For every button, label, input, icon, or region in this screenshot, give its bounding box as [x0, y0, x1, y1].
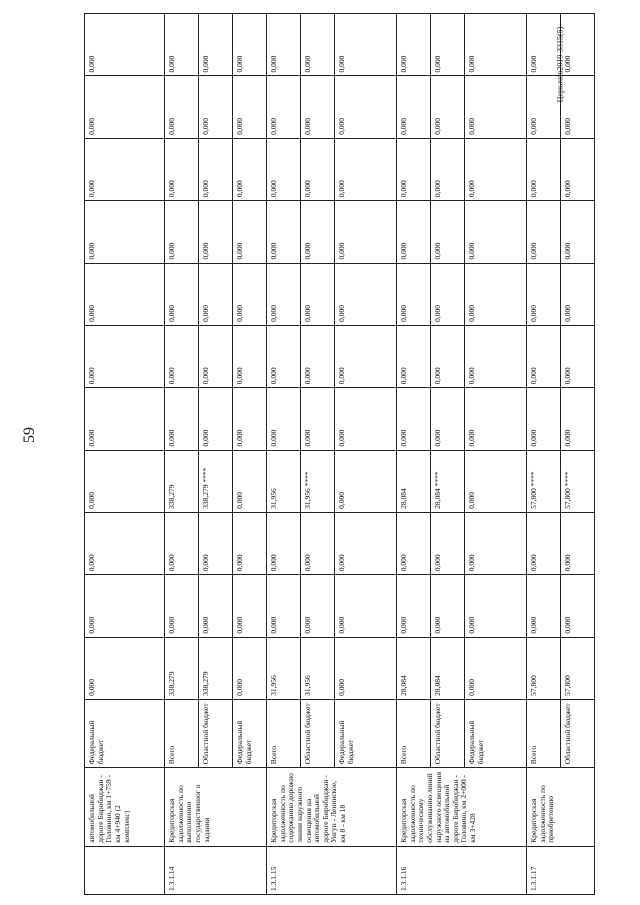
value-cell: 0,000 — [85, 138, 165, 200]
value-cell: 28,084 — [397, 450, 431, 512]
value-cell: 0,000 — [397, 325, 431, 387]
value-cell: 0,000 — [397, 263, 431, 325]
value-cell: 0,000 — [561, 76, 595, 138]
value-cell: 0,000 — [561, 512, 595, 574]
value-cell: 0,000 — [233, 76, 267, 138]
value-cell: 0,000 — [165, 201, 199, 263]
value-cell: 0,000 — [431, 201, 465, 263]
value-cell: 28,084 **** — [431, 450, 465, 512]
value-cell: 0,000 — [431, 325, 465, 387]
value-cell: 0,000 — [85, 575, 165, 637]
value-cell: 31,956 — [301, 637, 335, 699]
value-cell: 0,000 — [465, 325, 527, 387]
value-cell: 0,000 — [301, 14, 335, 76]
value-cell: 0,000 — [301, 263, 335, 325]
row-code-cell: 1.3.1.17 — [527, 846, 595, 894]
funding-source-cell: Областной бюджет — [561, 699, 595, 767]
funding-source-cell: Федеральный бюджет — [85, 699, 165, 767]
value-cell: 0,000 — [561, 325, 595, 387]
table-row — [397, 14, 431, 895]
funding-source-cell: Федеральный бюджет — [233, 699, 267, 767]
value-cell: 0,000 — [527, 263, 561, 325]
funding-source-cell: Всего — [165, 699, 199, 767]
value-cell: 0,000 — [527, 325, 561, 387]
table-row — [233, 14, 267, 895]
value-cell: 0,000 — [335, 138, 397, 200]
row-code-cell: 1.3.1.14 — [165, 846, 267, 894]
value-cell: 0,000 — [431, 76, 465, 138]
value-cell: 0,000 — [397, 512, 431, 574]
value-cell: 0,000 — [431, 388, 465, 450]
value-cell: 0,000 — [397, 14, 431, 76]
value-cell: 0,000 — [465, 263, 527, 325]
value-cell: 0,000 — [561, 138, 595, 200]
value-cell: 0,000 — [431, 14, 465, 76]
value-cell: 0,000 — [335, 637, 397, 699]
value-cell: 0,000 — [335, 512, 397, 574]
value-cell: 0,000 — [527, 201, 561, 263]
value-cell: 0,000 — [267, 575, 301, 637]
value-cell: 57,800 — [527, 637, 561, 699]
value-cell: 0,000 — [561, 388, 595, 450]
value-cell: 0,000 — [199, 512, 233, 574]
value-cell: 0,000 — [199, 76, 233, 138]
value-cell: 0,000 — [431, 575, 465, 637]
table-row — [431, 14, 465, 895]
value-cell: 0,000 — [397, 201, 431, 263]
value-cell: 0,000 — [527, 388, 561, 450]
table-row — [267, 14, 301, 895]
value-cell: 0,000 — [527, 138, 561, 200]
value-cell: 0,000 — [335, 325, 397, 387]
value-cell: 0,000 — [233, 14, 267, 76]
value-cell: 0,000 — [85, 388, 165, 450]
value-cell: 338,279 **** — [199, 450, 233, 512]
value-cell: 0,000 — [233, 388, 267, 450]
value-cell: 0,000 — [267, 138, 301, 200]
row-name-cell: Кредиторская задолженность по содержанию дорожно линии наружного освещения на автомобильной дороге Биробиджан - Унгун - Ленинское, км 8 - км 18 — [267, 768, 397, 846]
value-cell: 0,000 — [199, 263, 233, 325]
value-cell: 0,000 — [233, 138, 267, 200]
value-cell: 0,000 — [85, 325, 165, 387]
document-reference: Церкачев2019-3315(5) — [555, 26, 565, 103]
value-cell: 0,000 — [199, 14, 233, 76]
value-cell: 0,000 — [431, 512, 465, 574]
value-cell: 28,084 — [431, 637, 465, 699]
value-cell: 0,000 — [397, 138, 431, 200]
funding-source-cell: Областной бюджет — [199, 699, 233, 767]
value-cell: 0,000 — [165, 138, 199, 200]
value-cell: 0,000 — [85, 512, 165, 574]
value-cell: 31,956 **** — [301, 450, 335, 512]
value-cell: 0,000 — [85, 14, 165, 76]
value-cell: 0,000 — [465, 512, 527, 574]
funding-source-cell: Всего — [527, 699, 561, 767]
value-cell: 0,000 — [199, 138, 233, 200]
value-cell: 0,000 — [301, 138, 335, 200]
value-cell: 0,000 — [561, 263, 595, 325]
value-cell: 0,000 — [165, 14, 199, 76]
funding-source-cell: Областной бюджет — [431, 699, 465, 767]
value-cell: 0,000 — [465, 14, 527, 76]
value-cell: 0,000 — [165, 575, 199, 637]
value-cell: 338,279 — [199, 637, 233, 699]
value-cell: 0,000 — [301, 76, 335, 138]
value-cell: 0,000 — [335, 76, 397, 138]
value-cell: 57,800 — [561, 637, 595, 699]
table-row — [527, 14, 561, 895]
value-cell: 0,000 — [165, 263, 199, 325]
value-cell: 0,000 — [85, 637, 165, 699]
value-cell: 0,000 — [561, 575, 595, 637]
value-cell: 0,000 — [301, 201, 335, 263]
value-cell: 0,000 — [465, 575, 527, 637]
value-cell: 0,000 — [233, 325, 267, 387]
value-cell: 0,000 — [335, 388, 397, 450]
value-cell: 0,000 — [335, 14, 397, 76]
value-cell: 0,000 — [233, 201, 267, 263]
value-cell: 0,000 — [267, 263, 301, 325]
value-cell: 57,800 **** — [561, 450, 595, 512]
value-cell: 0,000 — [465, 76, 527, 138]
value-cell: 31,956 — [267, 637, 301, 699]
value-cell: 0,000 — [165, 76, 199, 138]
value-cell: 0,000 — [527, 14, 561, 76]
value-cell: 0,000 — [267, 201, 301, 263]
value-cell: 0,000 — [397, 575, 431, 637]
table-row — [85, 14, 165, 895]
funding-source-cell: Всего — [267, 699, 301, 767]
value-cell: 0,000 — [267, 14, 301, 76]
value-cell: 0,000 — [465, 637, 527, 699]
value-cell: 31,956 — [267, 450, 301, 512]
value-cell: 0,000 — [301, 575, 335, 637]
value-cell: 0,000 — [165, 388, 199, 450]
row-name-cell: Кредиторская задолженность по приобретению — [527, 768, 595, 846]
value-cell: 0,000 — [85, 76, 165, 138]
value-cell: 0,000 — [301, 512, 335, 574]
funding-source-cell: Федеральный бюджет — [335, 699, 397, 767]
value-cell: 0,000 — [165, 325, 199, 387]
table-row — [301, 14, 335, 895]
value-cell: 0,000 — [165, 512, 199, 574]
row-name-cell: Кредиторская задолженность по техническому обслуживанию линий наружного освещения на автомобильной дороге Биробиджан - Головино, км 2+000 - км 3+428 — [397, 768, 527, 846]
value-cell: 0,000 — [301, 325, 335, 387]
value-cell: 0,000 — [233, 263, 267, 325]
value-cell: 0,000 — [267, 388, 301, 450]
table-row — [465, 14, 527, 895]
value-cell: 57,800 **** — [527, 450, 561, 512]
value-cell: 0,000 — [301, 388, 335, 450]
row-code-cell — [85, 846, 165, 894]
value-cell: 0,000 — [233, 512, 267, 574]
funding-source-cell: Федеральный бюджет — [465, 699, 527, 767]
value-cell: 338,279 — [165, 637, 199, 699]
value-cell: 0,000 — [233, 450, 267, 512]
funding-source-cell: Всего — [397, 699, 431, 767]
value-cell: 0,000 — [335, 201, 397, 263]
value-cell: 28,084 — [397, 637, 431, 699]
row-name-cell: автомобильной дороге Биробиджан - Головино, км 1+759 - км 4+940 (2 комплекс) — [85, 768, 165, 846]
value-cell: 0,000 — [199, 575, 233, 637]
value-cell: 0,000 — [199, 325, 233, 387]
value-cell: 0,000 — [465, 201, 527, 263]
value-cell: 0,000 — [431, 263, 465, 325]
value-cell: 0,000 — [85, 201, 165, 263]
value-cell: 0,000 — [267, 325, 301, 387]
value-cell: 0,000 — [465, 450, 527, 512]
value-cell: 0,000 — [527, 76, 561, 138]
budget-table — [84, 13, 595, 895]
value-cell: 0,000 — [527, 512, 561, 574]
value-cell: 0,000 — [431, 138, 465, 200]
value-cell: 0,000 — [397, 76, 431, 138]
value-cell: 0,000 — [561, 14, 595, 76]
value-cell: 0,000 — [335, 575, 397, 637]
page-number: 59 — [21, 427, 38, 443]
value-cell: 0,000 — [199, 388, 233, 450]
row-code-cell: 1.3.1.16 — [397, 846, 527, 894]
value-cell: 0,000 — [233, 575, 267, 637]
table-row — [165, 14, 199, 895]
value-cell: 0,000 — [397, 388, 431, 450]
value-cell: 338,279 — [165, 450, 199, 512]
value-cell: 0,000 — [465, 388, 527, 450]
value-cell: 0,000 — [527, 575, 561, 637]
budget-table-container — [84, 13, 594, 895]
value-cell: 0,000 — [561, 201, 595, 263]
value-cell: 0,000 — [267, 76, 301, 138]
value-cell: 0,000 — [199, 201, 233, 263]
value-cell: 0,000 — [233, 637, 267, 699]
funding-source-cell: Областной бюджет — [301, 699, 335, 767]
value-cell: 0,000 — [85, 263, 165, 325]
value-cell: 0,000 — [335, 263, 397, 325]
table-row — [561, 14, 595, 895]
value-cell: 0,000 — [267, 512, 301, 574]
table-row — [335, 14, 397, 895]
value-cell: 0,000 — [85, 450, 165, 512]
row-code-cell: 1.3.1.15 — [267, 846, 397, 894]
row-name-cell: Кредиторская задолженность по выполнению государственног о задания — [165, 768, 267, 846]
table-row — [199, 14, 233, 895]
value-cell: 0,000 — [335, 450, 397, 512]
value-cell: 0,000 — [465, 138, 527, 200]
